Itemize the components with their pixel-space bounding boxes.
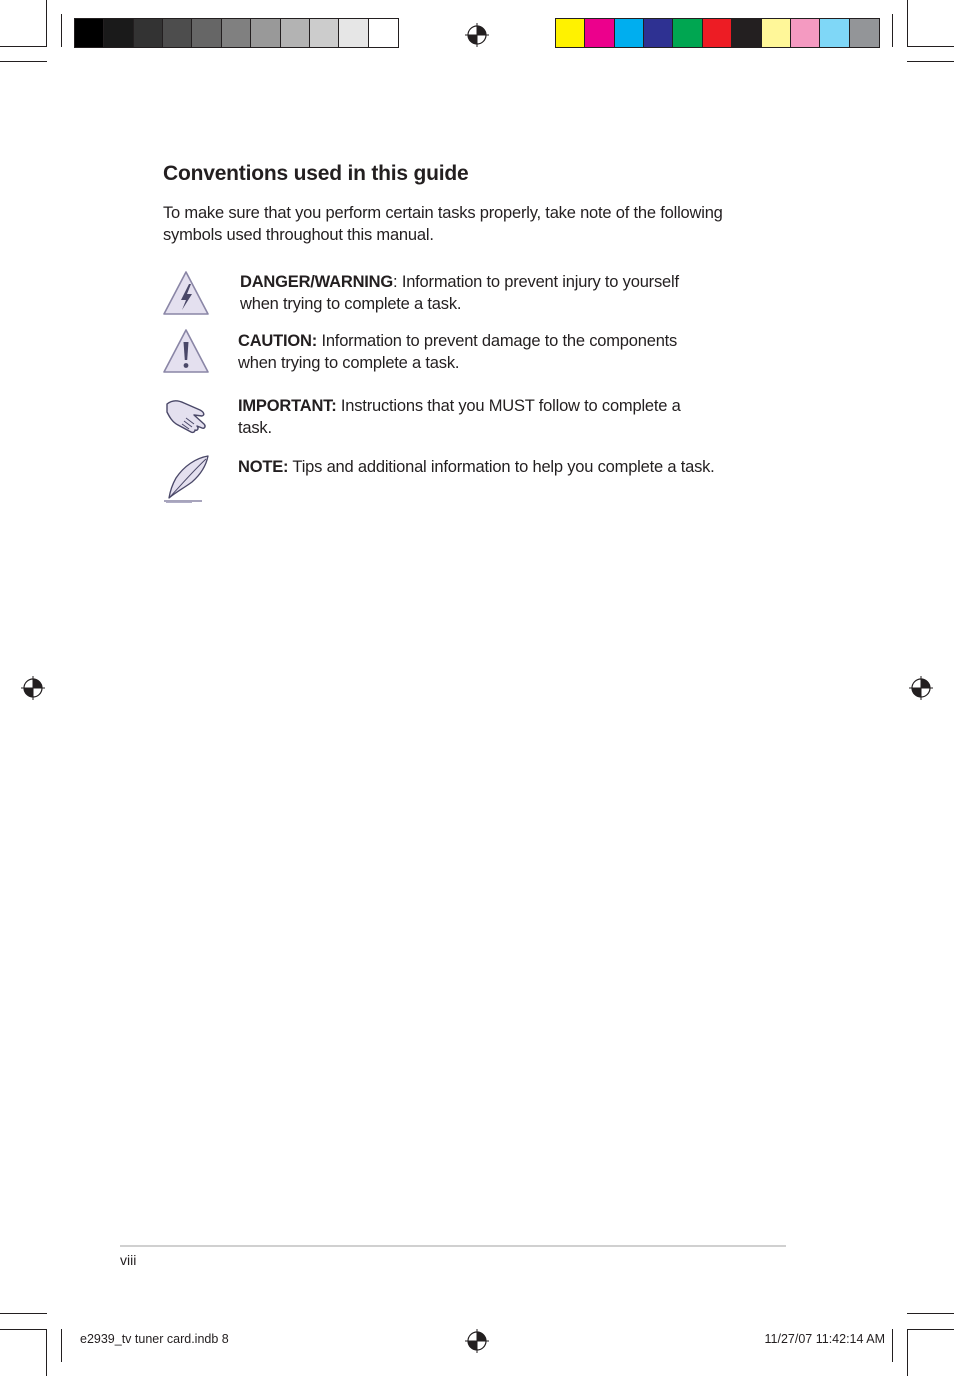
color-swatch [850,19,879,47]
color-swatch [369,19,398,47]
page-number: viii [120,1252,137,1268]
slug-timestamp: 11/27/07 11:42:14 AM [764,1332,885,1346]
convention-text: : Information to prevent injury to yourself when trying to complete a task. [240,273,679,313]
footer-rule [120,1245,786,1247]
convention-text: Information to prevent damage to the components when trying to complete a task. [238,332,678,372]
intro-paragraph: To make sure that you perform certain tasks properly, take note of the following symbols used throughout this manual. [163,204,723,244]
color-swatch [556,19,585,47]
color-swatch [732,19,761,47]
convention-text: Instructions that you MUST follow to complete a task. [238,397,681,437]
note-quill-icon [162,454,212,504]
color-swatch [192,19,221,47]
important-hand-icon [164,394,212,436]
page-heading: Conventions used in this guide [163,162,469,185]
color-swatch [762,19,791,47]
color-swatch [703,19,732,47]
convention-danger-warning [240,271,720,315]
color-swatch [791,19,820,47]
color-swatch [163,19,192,47]
convention-label: NOTE: [238,458,289,476]
caution-icon [162,328,210,374]
registration-mark-icon [465,23,489,47]
convention-caution [238,330,718,374]
process-color-bar [555,18,880,48]
color-swatch [310,19,339,47]
color-swatch [585,19,614,47]
convention-important [238,395,718,439]
convention-label: CAUTION: [238,332,318,350]
convention-note [238,456,718,478]
registration-mark-icon [465,1329,489,1353]
color-swatch [104,19,133,47]
color-swatch [281,19,310,47]
gray-color-bar [74,18,399,48]
color-swatch [251,19,280,47]
danger-warning-icon [162,270,210,316]
color-swatch [644,19,673,47]
convention-label: DANGER/WARNING [240,273,394,291]
color-swatch [222,19,251,47]
color-swatch [134,19,163,47]
slug-filename: e2939_tv tuner card.indb 8 [80,1332,229,1346]
color-swatch [673,19,702,47]
color-swatch [820,19,849,47]
registration-mark-icon [909,676,933,700]
color-swatch [75,19,104,47]
registration-mark-icon [21,676,45,700]
convention-text: Tips and additional information to help you complete a task. [288,458,715,476]
convention-label: IMPORTANT: [238,397,337,415]
color-swatch [339,19,368,47]
color-swatch [615,19,644,47]
